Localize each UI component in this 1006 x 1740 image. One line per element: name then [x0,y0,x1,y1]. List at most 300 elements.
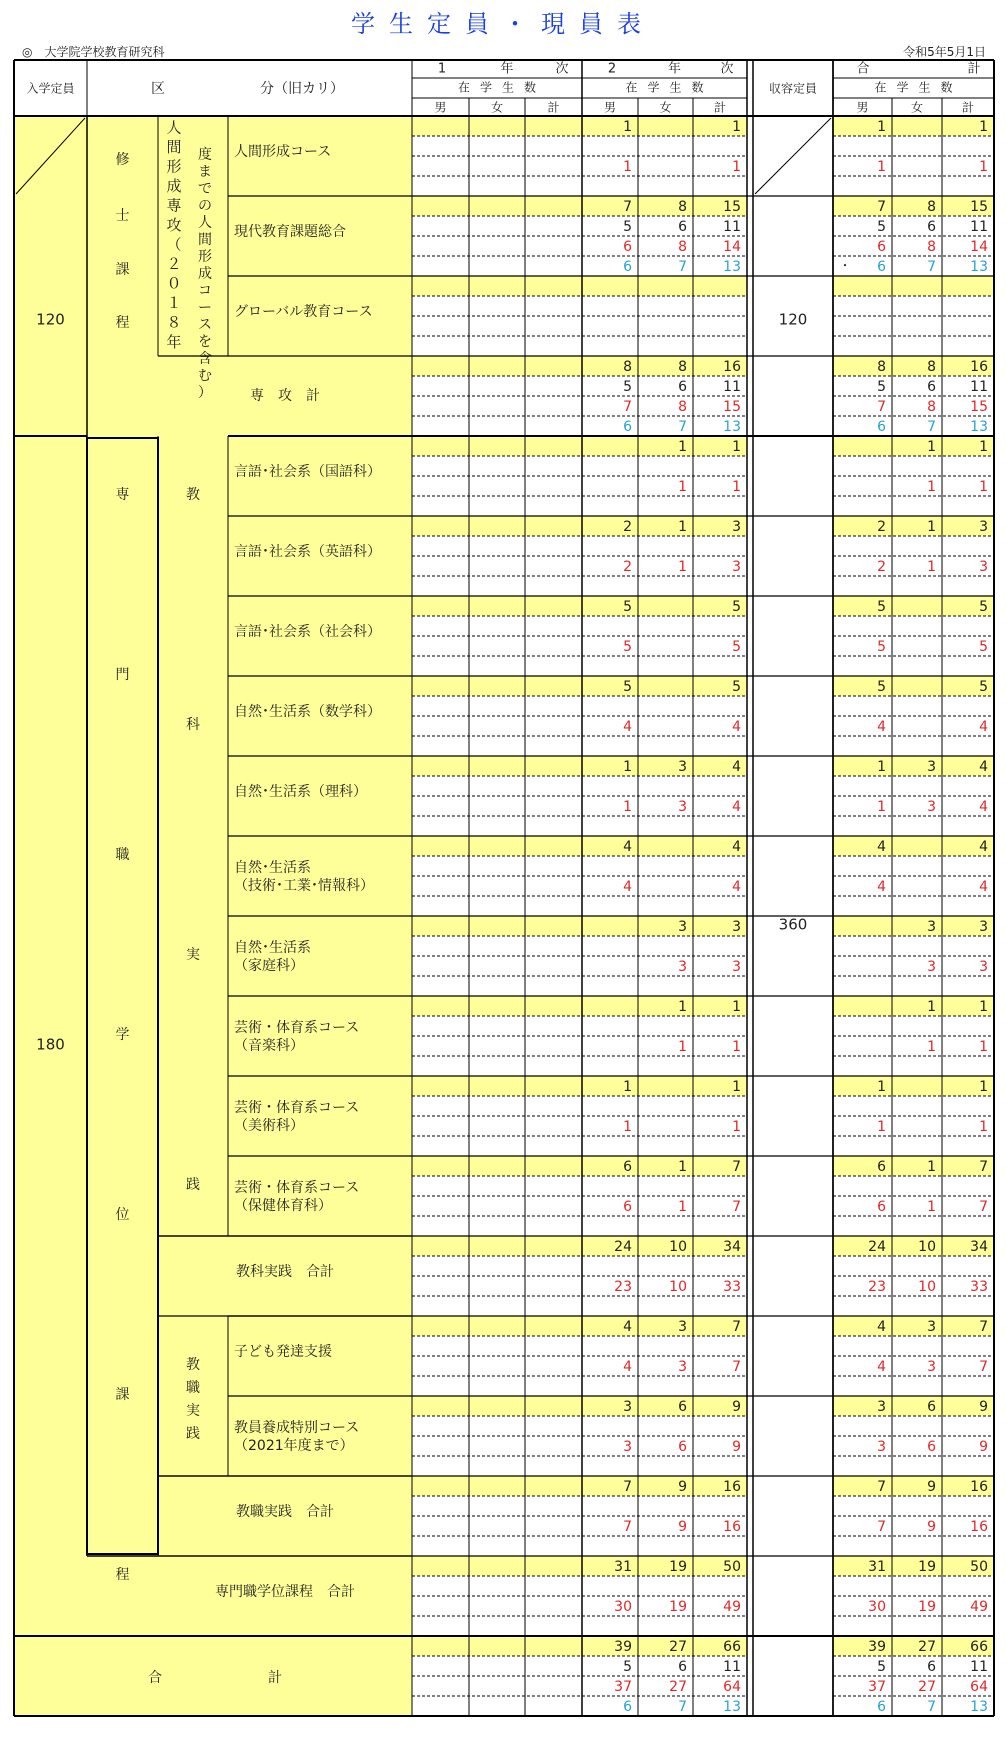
value-cell: 33 [970,1279,988,1295]
row-label-2: （保健体育科） [234,1198,332,1214]
header-total-char: 合 [856,61,870,77]
value-cell: 1 [877,1079,886,1095]
slash-line [755,118,831,194]
value-cell: 1 [678,1199,687,1215]
row-label: 教科実践 合計 [236,1264,334,1280]
header-year-char: 年 [667,61,682,77]
value-cell: 8 [678,199,687,215]
value-cell: 7 [979,1159,988,1175]
value-cell: 5 [623,639,632,655]
row-label: 芸術・体育系コース [234,1100,360,1116]
value-cell: 3 [678,1319,687,1335]
major-label-char: ０ [166,274,182,293]
value-cell: 13 [970,419,988,435]
value-cell: 4 [623,1319,632,1335]
value-cell: 4 [732,719,741,735]
value-cell: 11 [970,379,988,395]
value-cell: 7 [877,1519,886,1535]
row-label-2: （音楽科） [234,1038,304,1054]
value-cell: 4 [877,719,886,735]
value-cell: 14 [723,239,741,255]
value-cell: 1 [927,479,936,495]
value-cell: 27 [669,1679,687,1695]
major-label-char: 成 [198,266,212,282]
value-cell: 6 [678,1439,687,1455]
major-label-char: 間 [166,138,182,156]
value-cell: 2 [877,559,886,575]
value-cell: 7 [623,1479,632,1495]
value-cell: 49 [723,1599,741,1615]
header-year-number: 1 [437,61,447,77]
header-male: 男 [856,100,869,115]
row-label-2: （技術･工業･情報科） [234,878,374,894]
value-cell: 9 [678,1519,687,1535]
header-sum: 計 [961,100,975,115]
value-cell: 13 [970,1699,988,1715]
row-label: 自然･生活系 [234,940,311,956]
value-cell: 9 [927,1519,936,1535]
prof-course-char: 位 [115,1207,130,1223]
value-cell: 1 [623,1079,632,1095]
value-cell: 1 [732,999,741,1015]
band-fill [833,596,994,616]
value-cell: 1 [979,1039,988,1055]
header-enrolled-char: 学 [647,80,660,95]
value-cell: 7 [979,1199,988,1215]
value-cell: 4 [732,759,741,775]
value-cell: 15 [723,399,741,415]
teaching-practice-char: 教 [186,1357,200,1373]
value-cell: 30 [868,1599,886,1615]
band-fill [412,1316,747,1336]
header-sum: 計 [547,100,560,115]
header-female: 女 [659,100,672,115]
value-cell: 3 [927,959,936,975]
value-cell: 16 [723,1519,741,1535]
value-cell: 15 [970,399,988,415]
value-cell: 1 [927,1039,936,1055]
value-cell: 11 [970,219,988,235]
value-cell: 6 [623,1199,632,1215]
band-fill [412,1076,747,1096]
value-cell: 64 [970,1679,988,1695]
value-cell: 39 [868,1639,886,1655]
major-label-char: を [198,334,212,350]
row-label: 人間形成コース [234,144,332,160]
row-label-2: （2021年度まで） [234,1438,354,1454]
teaching-practice-char: 職 [186,1380,200,1396]
value-cell: 6 [877,1159,886,1175]
value-cell: 16 [970,1519,988,1535]
value-cell: 8 [623,359,632,375]
value-cell: 4 [623,839,632,855]
prof-course-char: 課 [115,1387,130,1403]
value-cell: 1 [979,479,988,495]
value-cell: 11 [723,379,741,395]
value-cell: 8 [877,359,886,375]
row-label: 子ども発達支援 [234,1344,332,1360]
value-cell: 2 [623,519,632,535]
band-fill [412,1636,747,1656]
band-fill [412,996,747,1016]
value-cell: 64 [723,1679,741,1695]
value-cell: 6 [623,1699,632,1715]
value-cell: 23 [614,1279,632,1295]
header-year-char: 年 [500,61,514,77]
row-label-2: （家庭科） [234,958,304,974]
header-total-char: 計 [967,61,981,77]
row-label: 自然･生活系（理科） [234,784,367,800]
value-cell: 15 [970,199,988,215]
gap-column-fill [747,60,753,1716]
value-cell: 7 [877,199,886,215]
value-cell: 7 [678,419,687,435]
value-cell: 5 [623,219,632,235]
header-division-2: 分（旧カリ） [260,81,344,97]
value-cell: 5 [623,599,632,615]
value-cell: 1 [732,479,741,495]
value-cell: 7 [623,399,632,415]
band-fill [412,1156,747,1176]
header-year-suffix: 次 [555,61,569,77]
major-label-char: （ [166,235,182,254]
value-cell: 1 [678,999,687,1015]
subject-practice-char: 実 [186,947,200,963]
value-cell: 50 [970,1559,988,1575]
value-cell: 7 [877,399,886,415]
value-cell: 5 [979,679,988,695]
value-cell: 3 [927,759,936,775]
value-cell: 6 [877,1699,886,1715]
value-cell: 7 [732,1319,741,1335]
band-fill [833,116,994,136]
major-label-char: 形 [198,249,212,265]
prof-total-capacity: 360 [778,915,808,934]
value-cell: 6 [623,239,632,255]
masters-admission-capacity: 120 [36,310,65,329]
header-female: 女 [910,100,924,115]
value-cell: 4 [877,1359,886,1375]
band-fill [833,1316,994,1336]
value-cell: 1 [979,119,988,135]
value-cell: 10 [669,1279,687,1295]
value-cell: 1 [623,1119,632,1135]
value-cell: 7 [927,1699,936,1715]
band-fill [833,516,994,536]
band-fill [412,1396,747,1416]
band-fill [833,676,994,696]
major-label-char: ー [198,300,212,316]
value-cell: 3 [979,919,988,935]
value-cell: 8 [927,239,936,255]
value-cell: 14 [970,239,988,255]
value-cell: 1 [927,1199,936,1215]
value-cell: 1 [979,1119,988,1135]
value-cell: 24 [868,1239,886,1255]
value-cell: 4 [979,799,988,815]
value-cell: 13 [970,259,988,275]
value-cell: 3 [877,1439,886,1455]
value-cell: 3 [877,1399,886,1415]
header-division: 区 [151,81,165,97]
value-cell: 1 [979,439,988,455]
value-cell: 1 [877,759,886,775]
value-cell: 1 [623,759,632,775]
value-cell: 5 [732,679,741,695]
value-cell: 1 [877,119,886,135]
header-female: 女 [490,100,504,115]
value-cell: 8 [927,199,936,215]
header-enrolled-char: 学 [479,80,493,95]
value-cell: 6 [927,219,936,235]
band-fill [833,1076,994,1096]
band-fill [412,756,747,776]
major-label-char: ８ [166,313,182,332]
major-label-char: 形 [166,157,182,176]
value-cell: 7 [979,1319,988,1335]
masters-course-char: 程 [115,315,130,331]
value-cell: 1 [732,119,741,135]
value-cell: 3 [979,519,988,535]
value-cell: 5 [877,679,886,695]
header-enrolled-char: 在 [457,80,471,95]
value-cell: 3 [678,759,687,775]
subject-practice-char: 教 [186,487,200,503]
header-enrolled-char: 在 [874,80,887,95]
masters-total-capacity: 120 [778,310,808,329]
major-label-char: １ [166,294,182,312]
value-cell: 6 [927,379,936,395]
header-enrolled-char: 生 [501,80,515,95]
header-male: 男 [603,100,617,115]
value-cell: 1 [732,159,741,175]
value-cell: 11 [970,1659,988,1675]
subject-practice-char: 科 [186,717,200,733]
value-cell: 49 [970,1599,988,1615]
major-label-char: 度 [198,147,212,163]
header-admission-capacity: 入学定員 [26,81,75,96]
band-fill [833,436,994,456]
value-cell: 4 [732,799,741,815]
value-cell: 9 [732,1439,741,1455]
masters-course-char: 士 [115,208,130,224]
value-cell: 6 [678,219,687,235]
band-fill [412,1556,747,1576]
major-label-char: 間 [198,232,212,248]
grand-total-label: 合 [148,1670,162,1686]
value-cell: 3 [623,1439,632,1455]
header-sum: 計 [713,100,727,115]
value-cell: 7 [678,259,687,275]
band-fill [833,1156,994,1176]
value-cell: 3 [927,1359,936,1375]
header-capacity: 収容定員 [768,81,818,96]
value-cell: 5 [979,599,988,615]
value-dot: ・ [838,258,852,273]
value-cell: 1 [732,439,741,455]
value-cell: 8 [678,399,687,415]
value-cell: 3 [979,959,988,975]
band-fill [412,916,747,936]
value-cell: 23 [868,1279,886,1295]
value-cell: 66 [723,1639,741,1655]
row-label: 言語･社会系（国語科） [234,464,381,480]
value-cell: 5 [623,1659,632,1675]
masters-course-char: 課 [115,262,130,278]
value-cell: 5 [979,639,988,655]
row-label: 芸術・体育系コース [234,1020,360,1036]
value-cell: 6 [877,419,886,435]
value-cell: 4 [979,839,988,855]
value-cell: 3 [732,919,741,935]
value-cell: 13 [723,259,741,275]
value-cell: 8 [927,359,936,375]
value-cell: 4 [877,839,886,855]
value-cell: 16 [970,1479,988,1495]
row-label: 言語･社会系（英語科） [234,544,381,560]
value-cell: 6 [927,1659,936,1675]
value-cell: 1 [732,1119,741,1135]
value-cell: 6 [678,1659,687,1675]
value-cell: 27 [918,1639,936,1655]
value-cell: 7 [623,1519,632,1535]
row-label: グローバル教育コース [234,304,373,320]
value-cell: 6 [678,379,687,395]
value-cell: 3 [927,799,936,815]
band-fill [412,516,747,536]
value-cell: 1 [877,1119,886,1135]
value-cell: 5 [877,219,886,235]
header-enrolled-char: 生 [669,80,682,95]
row-label: 教員養成特別コース [234,1420,360,1436]
band-fill [412,196,747,216]
value-cell: 6 [678,1399,687,1415]
header-enrolled-char: 学 [896,80,909,95]
value-cell: 7 [877,1479,886,1495]
value-cell: 4 [623,1359,632,1375]
value-cell: 6 [877,1199,886,1215]
value-cell: 3 [678,1359,687,1375]
row-label-2: （美術科） [234,1118,304,1134]
header-male: 男 [434,100,447,115]
band-fill [833,916,994,936]
band-fill [833,1396,994,1416]
value-cell: 2 [877,519,886,535]
value-cell: 7 [927,259,936,275]
value-cell: 7 [678,1699,687,1715]
value-cell: 27 [669,1639,687,1655]
value-cell: 1 [979,159,988,175]
value-cell: 1 [927,1159,936,1175]
value-cell: 6 [877,239,886,255]
value-cell: 11 [723,219,741,235]
value-cell: 1 [927,559,936,575]
value-cell: 10 [918,1239,936,1255]
value-cell: 5 [732,639,741,655]
row-label: 専 攻 計 [250,388,320,404]
value-cell: 3 [732,959,741,975]
band-fill [412,116,747,136]
value-cell: 3 [678,799,687,815]
value-cell: 1 [877,159,886,175]
value-cell: 5 [877,639,886,655]
value-cell: 10 [669,1239,687,1255]
value-cell: 6 [927,1439,936,1455]
value-cell: 5 [732,599,741,615]
value-cell: 9 [678,1479,687,1495]
value-cell: 5 [877,1659,886,1675]
value-cell: 5 [877,379,886,395]
value-cell: 1 [678,1039,687,1055]
value-cell: 9 [732,1399,741,1415]
value-cell: 7 [732,1359,741,1375]
value-cell: 9 [927,1479,936,1495]
major-label-char: コ [198,283,212,299]
value-cell: 1 [623,159,632,175]
value-cell: 2 [623,559,632,575]
grand-total-label: 計 [268,1670,282,1686]
value-cell: 1 [678,519,687,535]
header-enrolled-char: 生 [918,80,931,95]
value-cell: 66 [970,1639,988,1655]
header-enrolled-char: 数 [940,80,953,95]
value-cell: 37 [614,1679,632,1695]
value-cell: 3 [623,1399,632,1415]
value-cell: 4 [623,719,632,735]
report-date: 令和5年5月1日 [903,45,986,59]
school-name: ◎ 大学院学校教育研究科 [22,45,165,59]
value-cell: 16 [723,1479,741,1495]
value-cell: 19 [669,1559,687,1575]
header-year-suffix: 次 [720,61,734,77]
value-cell: 8 [927,399,936,415]
value-cell: 1 [623,799,632,815]
value-cell: 6 [927,1399,936,1415]
prof-course-char: 専 [115,487,130,503]
value-cell: 9 [979,1399,988,1415]
value-cell: 1 [623,119,632,135]
value-cell: 1 [732,1039,741,1055]
value-cell: 15 [723,199,741,215]
header-year-number: 2 [607,61,617,77]
value-cell: 7 [732,1159,741,1175]
value-cell: 9 [979,1439,988,1455]
page-title: 学生定員・現員表 [351,10,655,38]
band-fill [412,1476,747,1496]
value-cell: 30 [614,1599,632,1615]
major-label-char: ス [198,317,212,333]
value-cell: 1 [678,479,687,495]
band-fill [412,436,747,456]
value-cell: 1 [678,439,687,455]
major-label-char: 人 [166,118,182,137]
band-fill [412,836,747,856]
value-cell: 7 [623,199,632,215]
value-cell: 6 [623,1159,632,1175]
value-cell: 6 [623,259,632,275]
value-cell: 4 [979,719,988,735]
value-cell: 19 [669,1599,687,1615]
value-cell: 10 [918,1279,936,1295]
band-fill [412,1236,747,1256]
major-label-char: 成 [166,177,182,195]
value-cell: 7 [732,1199,741,1215]
value-cell: 1 [927,519,936,535]
value-cell: 4 [877,879,886,895]
band-fill [412,676,747,696]
value-cell: 3 [927,1319,936,1335]
value-cell: 34 [723,1239,741,1255]
